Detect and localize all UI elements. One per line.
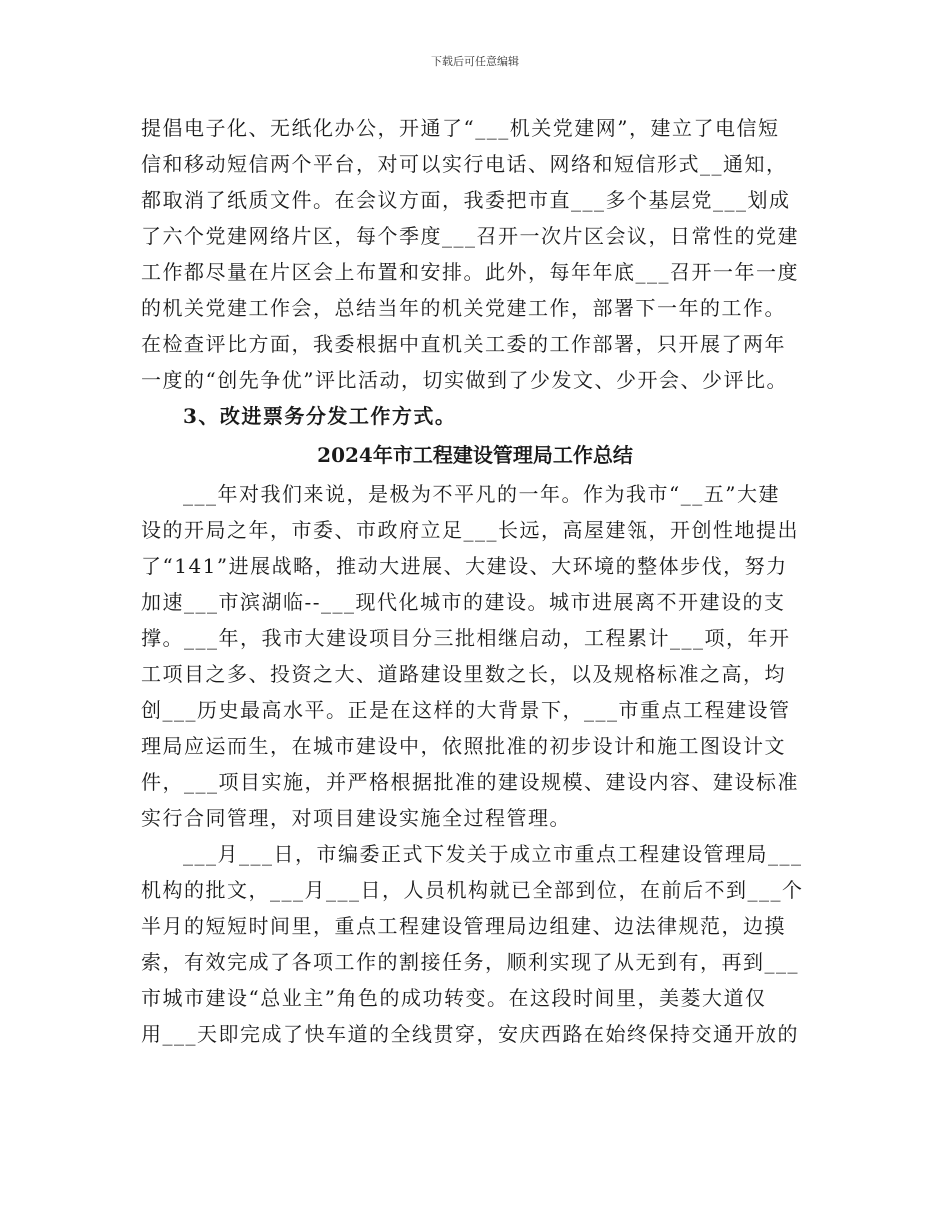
text-line: 了“141”进展战略，推动大进展、大建设、大环境的整体步伐，努力 xyxy=(141,554,788,578)
text-line: 设的开局之年，市委、市政府立足___长远，高屋建瓴，开创性地提出 xyxy=(141,518,799,542)
text-line: 件，___项目实施，并严格根据批准的建设规模、建设内容、建设标准 xyxy=(141,770,799,794)
paragraph-1 xyxy=(141,476,809,836)
text-line: 提倡电子化、无纸化办公，开通了“___机关党建网”，建立了电信短 xyxy=(141,116,780,140)
page-header-note: 下载后可任意编辑 xyxy=(431,55,519,68)
text-line: 在检查评比方面，我委根据中直机关工委的工作部署，只开展了两年 xyxy=(141,332,786,356)
document-title: 2024年市工程建设管理局工作总结 xyxy=(317,443,633,467)
text-line: ___年对我们来说，是极为不平凡的一年。作为我市“__五”大建 xyxy=(183,482,780,506)
text-line: 了六个党建网络片区，每个季度___召开一次片区会议，日常性的党建 xyxy=(141,224,799,248)
text-line: 机构的批文，___月___日，人员机构就已全部到位，在前后不到___个 xyxy=(141,878,804,902)
text-line: 一度的“创先争优”评比活动，切实做到了少发文、少开会、少评比。 xyxy=(141,368,788,392)
text-line: 的机关党建工作会，总结当年的机关党建工作，部署下一年的工作。 xyxy=(141,296,786,320)
text-line: 索，有效完成了各项工作的割接任务，顺利实现了从无到有，再到___ xyxy=(141,950,799,974)
text-line: 工项目之多、投资之大、道路建设里数之长，以及规格标准之高，均 xyxy=(141,662,786,686)
text-line: 都取消了纸质文件。在会议方面，我委把市直___多个基层党___划成 xyxy=(141,188,791,212)
text-line: 加速___市滨湖临--___现代化城市的建设。城市进展离不开建设的支 xyxy=(141,590,786,614)
document-body xyxy=(141,110,809,1052)
section1-paragraph xyxy=(141,110,809,398)
text-line: 用___天即完成了快车道的全线贯穿，安庆西路在始终保持交通开放的 xyxy=(141,1022,799,1046)
text-line: 撑。___年，我市大建设项目分三批相继启动，工程累计___项，年开 xyxy=(141,626,791,650)
text-line: ___月___日，市编委正式下发关于成立市重点工程建设管理局___ xyxy=(183,842,803,866)
item3-heading: 3、改进票务分发工作方式。 xyxy=(183,404,457,428)
paragraph-2 xyxy=(141,836,809,1052)
text-line: 市城市建设“总业主”角色的成功转变。在这段时间里，美菱大道仅 xyxy=(141,986,767,1010)
text-line: 理局应运而生，在城市建设中，依照批准的初步设计和施工图设计文 xyxy=(141,734,786,758)
text-line: 半月的短短时间里，重点工程建设管理局边组建、边法律规范，边摸 xyxy=(141,914,786,938)
text-line: 工作都尽量在片区会上布置和安排。此外，每年年底___召开一年一度 xyxy=(141,260,799,284)
text-line: 信和移动短信两个平台，对可以实行电话、网络和短信形式__通知， xyxy=(141,152,788,176)
text-line: 实行合同管理，对项目建设实施全过程管理。 xyxy=(141,806,571,830)
text-line: 创___历史最高水平。正是在这样的大背景下，___市重点工程建设管 xyxy=(141,698,791,722)
